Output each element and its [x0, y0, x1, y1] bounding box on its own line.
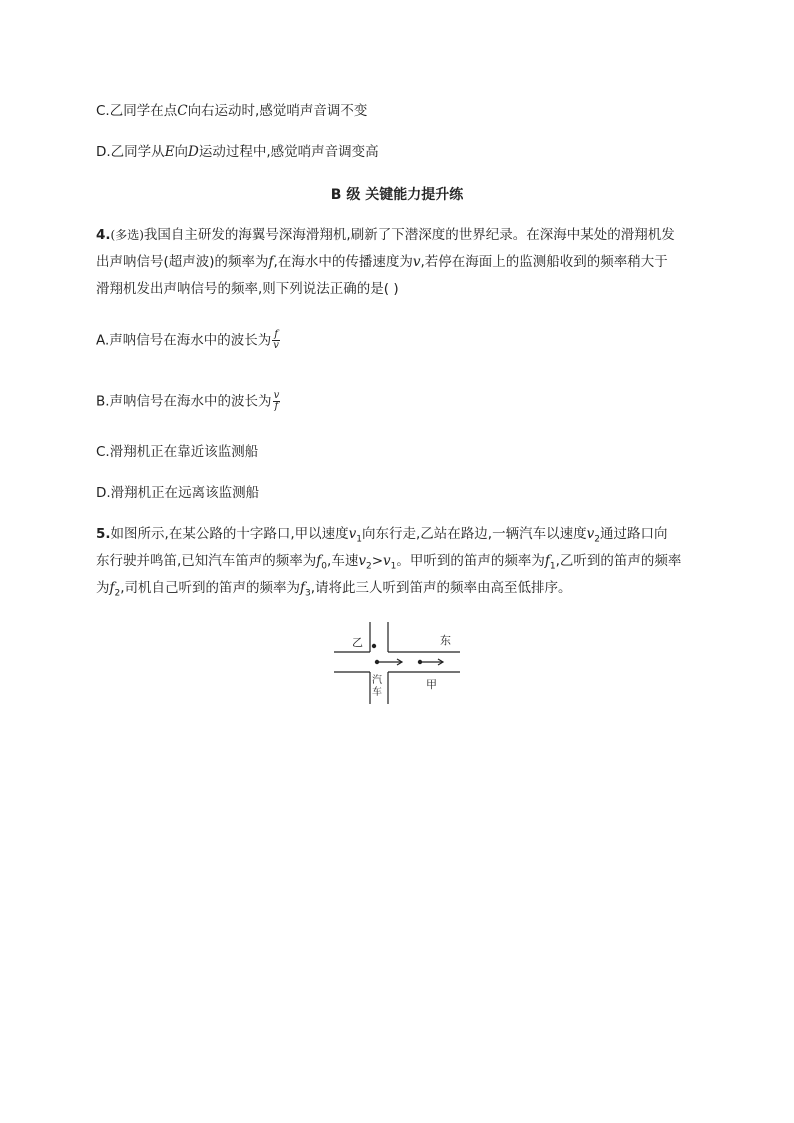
section-title: B 级 关键能力提升练: [330, 187, 464, 203]
question-text: 出声呐信号(超声波)的频率为: [96, 254, 269, 270]
car-dot: [375, 660, 379, 664]
label-jia: 甲: [426, 678, 437, 691]
denominator: f: [274, 401, 279, 412]
q4-line-2: [96, 252, 668, 272]
label-yi: 乙: [352, 636, 363, 649]
q4-line-1: [96, 225, 675, 245]
option-text: 向右运动时,感觉哨声音调不变: [187, 103, 368, 119]
subscript: 0: [321, 561, 328, 572]
var-v: v: [586, 526, 595, 542]
question-text: ,在海水中的传播速度为: [273, 254, 413, 270]
subscript: 3: [305, 588, 311, 599]
var-f: f: [109, 580, 115, 596]
question-number: 5.: [96, 526, 111, 542]
option-d-prev: [96, 142, 379, 162]
denominator: v: [273, 340, 279, 351]
var-f: f: [316, 553, 322, 569]
q5-line-1: [96, 524, 667, 550]
jia-dot: [418, 660, 422, 664]
subscript: 1: [390, 561, 397, 572]
option-text: 向: [174, 144, 189, 160]
option-text: D.乙同学从: [96, 144, 165, 160]
fraction-v-over-f: [273, 391, 281, 412]
q4-line-3: 滑翔机发出声呐信号的频率,则下列说法正确的是( ): [96, 281, 399, 297]
question-text: 向东行走,乙站在路边,一辆汽车以速度: [362, 526, 587, 542]
var-v: v: [358, 553, 366, 569]
var-v: v: [383, 553, 391, 569]
question-number: 4.: [96, 227, 111, 243]
subscript: 2: [594, 534, 600, 545]
var-f: f: [268, 254, 274, 270]
label-car-1: 汽: [372, 675, 382, 686]
q5-line-2: [96, 551, 681, 577]
question-text: ,若停在海面上的监测船收到的频率稍大于: [420, 254, 668, 270]
question-text: ,请将此三人听到笛声的频率由高至低排序。: [310, 580, 572, 596]
question-text: ,车速: [327, 553, 359, 569]
question-text: 东行驶并鸣笛,已知汽车笛声的频率为: [96, 553, 317, 569]
fraction-f-over-v: [272, 330, 280, 351]
question-text: 我国自主研发的海翼号深海滑翔机,刷新了下潜深度的世界纪录。在深海中某处的滑翔机发: [143, 227, 675, 243]
subscript: 2: [365, 561, 372, 572]
question-tag: (多选): [110, 228, 144, 242]
q5-line-3: [96, 578, 572, 604]
question-text: 为: [96, 580, 110, 596]
point-label: C: [177, 103, 188, 119]
option-text: B.声呐信号在海水中的波长为: [96, 393, 272, 410]
var-f: f: [300, 580, 306, 596]
q4-option-d: D.滑翔机正在远离该监测船: [96, 485, 260, 501]
label-car-2: 车: [372, 687, 382, 698]
q4-option-c: C.滑翔机正在靠近该监测船: [96, 444, 259, 460]
question-text: 通过路口向: [599, 526, 668, 542]
option-text: C.乙同学在点: [96, 103, 178, 119]
option-text: 运动过程中,感觉哨声音调变高: [198, 144, 379, 160]
point-label: E: [164, 144, 175, 160]
subscript: 1: [356, 534, 362, 545]
question-text: ,司机自己听到的笛声的频率为: [120, 580, 301, 596]
var-f: f: [544, 553, 550, 569]
greater-than: >: [371, 553, 384, 569]
q4-option-a: [96, 330, 280, 351]
option-c-prev: [96, 101, 367, 121]
option-text: A.声呐信号在海水中的波长为: [96, 332, 272, 349]
numerator: v: [273, 390, 280, 401]
var-v: v: [412, 254, 421, 270]
yi-dot: [372, 644, 376, 648]
question-text: 如图所示,在某公路的十字路口,甲以速度: [110, 526, 349, 542]
subscript: 2: [114, 588, 121, 599]
question-text: 。甲听到的笛声的频率为: [396, 553, 545, 569]
subscript: 1: [549, 561, 556, 572]
question-text: ,乙听到的笛声的频率: [555, 553, 682, 569]
numerator: f: [274, 329, 278, 340]
q4-option-b: [96, 391, 280, 412]
label-dong: 东: [440, 634, 451, 647]
var-v: v: [348, 526, 357, 542]
point-label: D: [188, 144, 199, 160]
intersection-diagram: [330, 622, 466, 706]
